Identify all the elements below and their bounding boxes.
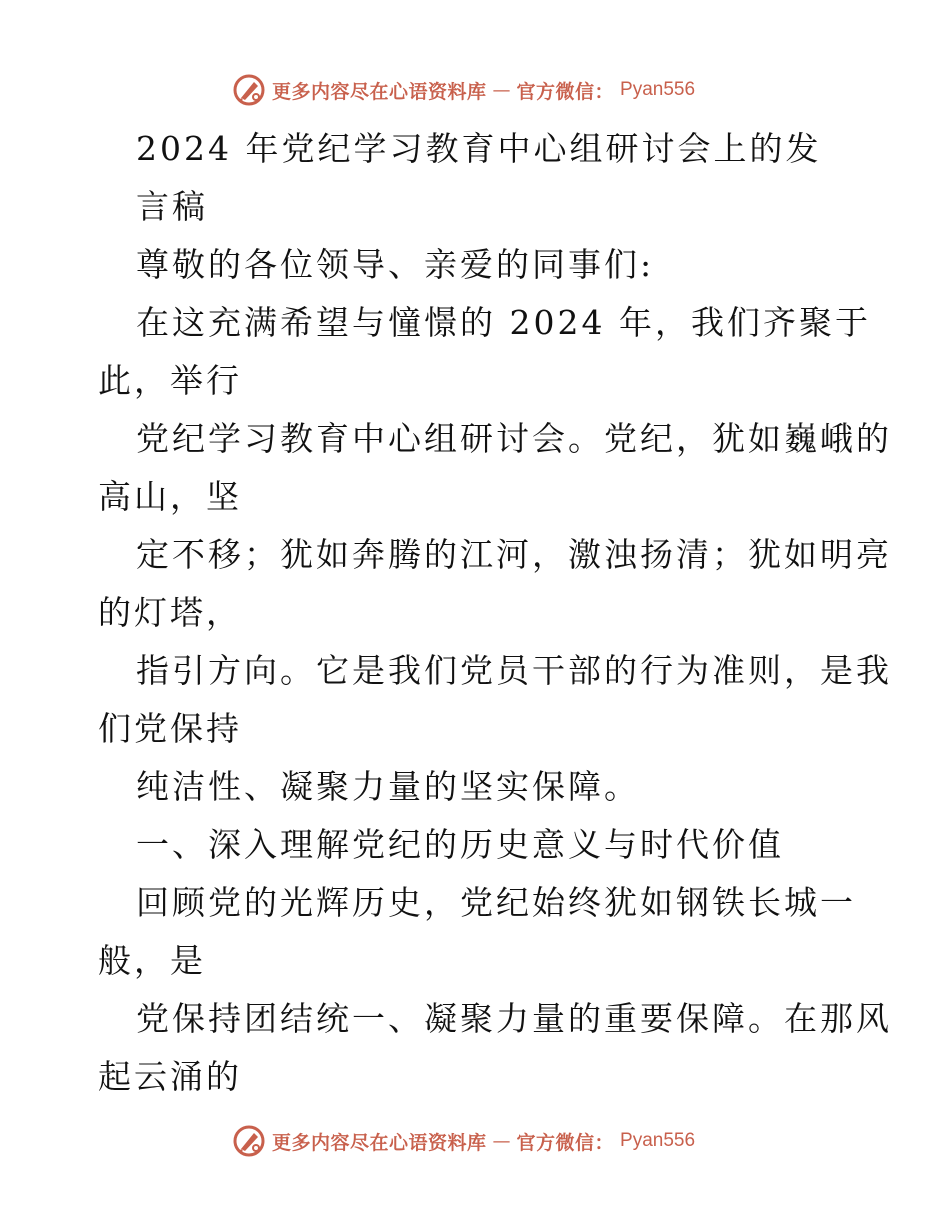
- paragraph-line: 党纪学习教育中心组研讨会。党纪，犹如巍峨的: [136, 419, 892, 458]
- pen-logo-icon: [232, 73, 266, 107]
- title-line-2: 言稿: [136, 187, 208, 226]
- watermark-wechat-label: 官方微信：: [516, 1131, 615, 1154]
- watermark-footer: [232, 1124, 695, 1158]
- watermark-separator: —: [492, 1130, 511, 1152]
- watermark-text: 更多内容尽在心语资料库: [272, 1131, 487, 1154]
- salutation: 尊敬的各位领导、亲爱的同事们:: [136, 245, 655, 284]
- watermark-separator: —: [492, 79, 511, 101]
- watermark-header: [232, 73, 695, 107]
- paragraph-line: 在这充满希望与憧憬的 2024 年，我们齐聚于: [136, 303, 871, 342]
- paragraph-line: 纯洁性、凝聚力量的坚实保障。: [136, 767, 640, 806]
- paragraph-line: 此，举行: [98, 361, 242, 400]
- watermark-wechat-id: Pyan556: [620, 79, 696, 100]
- paragraph-line: 们党保持: [98, 709, 242, 748]
- watermark-wechat-label: 官方微信：: [516, 80, 615, 103]
- title-line-1: 2024 年党纪学习教育中心组研讨会上的发: [136, 129, 822, 168]
- paragraph-line: 指引方向。它是我们党员干部的行为准则，是我: [136, 651, 892, 690]
- section-heading: 一、深入理解党纪的历史意义与时代价值: [136, 825, 784, 864]
- pen-logo-icon: [232, 1124, 266, 1158]
- paragraph-line: 起云涌的: [98, 1057, 242, 1096]
- paragraph-line: 般，是: [98, 941, 206, 980]
- watermark-text: 更多内容尽在心语资料库: [272, 80, 487, 103]
- document-body: [98, 120, 892, 1106]
- paragraph-line: 定不移；犹如奔腾的江河，激浊扬清；犹如明亮: [136, 535, 892, 574]
- paragraph-line: 的灯塔，: [98, 593, 242, 632]
- paragraph-line: 高山，坚: [98, 477, 242, 516]
- paragraph-line: 回顾党的光辉历史，党纪始终犹如钢铁长城一: [136, 883, 856, 922]
- watermark-wechat-id: Pyan556: [620, 1130, 696, 1151]
- paragraph-line: 党保持团结统一、凝聚力量的重要保障。在那风: [136, 999, 892, 1038]
